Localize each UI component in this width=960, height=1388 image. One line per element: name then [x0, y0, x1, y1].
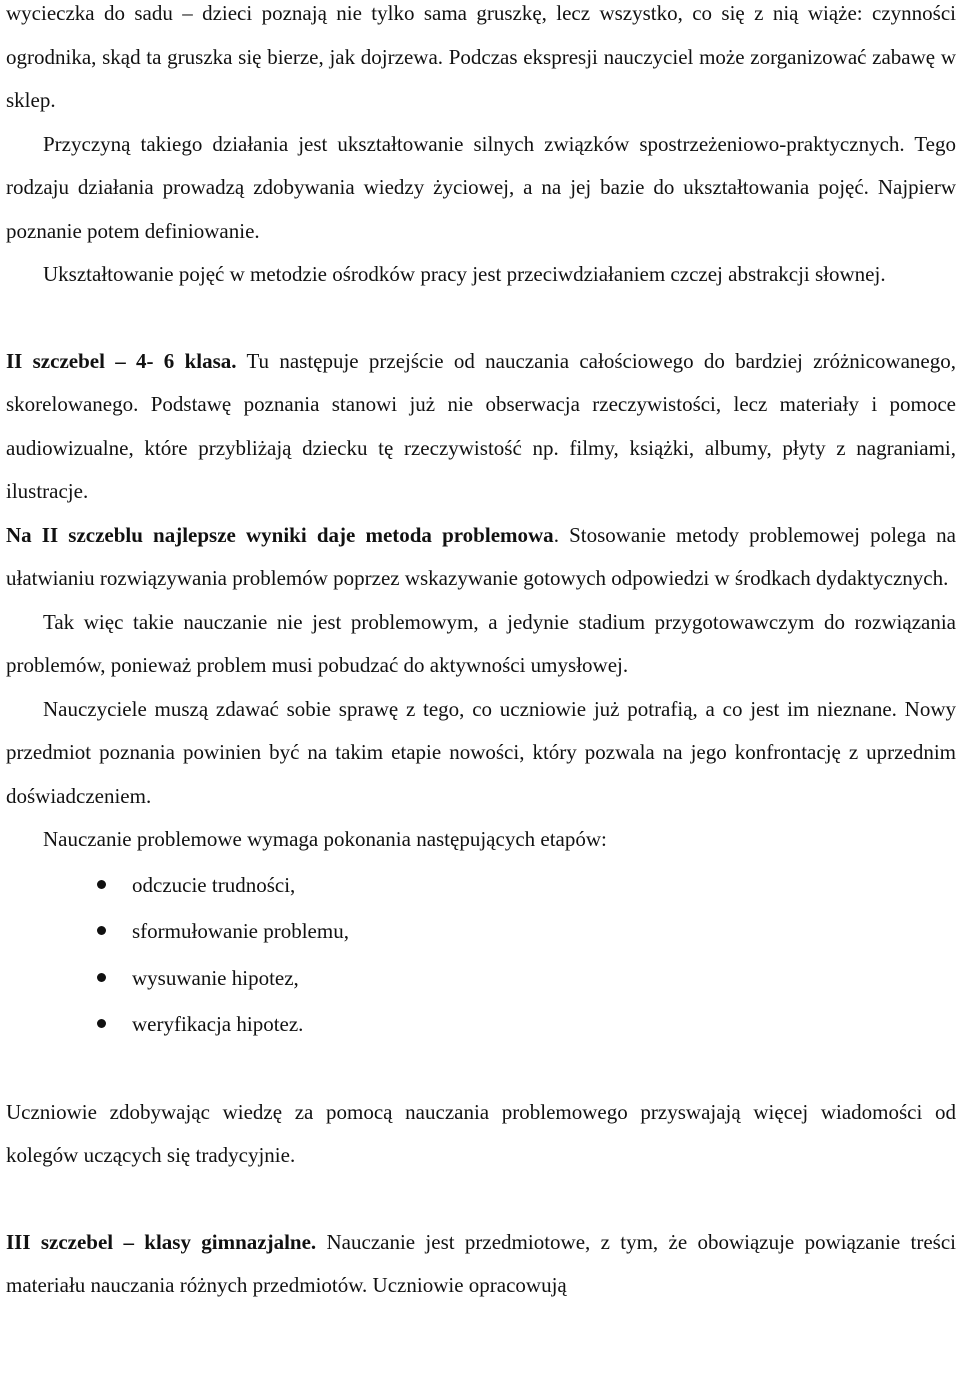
paragraph-level-three [6, 1221, 956, 1308]
paragraph-students-knowledge [6, 1091, 956, 1178]
paragraph-perception-links [6, 123, 956, 254]
paragraph-text: . Stosowanie metody problemowej polega na ułatwianiu rozwiązywania problemów poprzez wskazywanie gotowych odpowiedzi w środkach dydaktycznych. [6, 522, 957, 590]
paragraph-stages-intro [6, 818, 956, 862]
paragraph-text: Uczniowie zdobywając wiedzę za pomocą nauczania problemowego przyswajają więcej wiadomości od kolegów uczących się tradycyjnie. [6, 1099, 956, 1167]
section-heading-level-two: II szczebel – 4- 6 klasa. [6, 348, 237, 373]
list-item: weryfikacja hipotez. [6, 1001, 956, 1048]
stages-list [6, 862, 956, 1048]
paragraph-text: Tak więc takie nauczanie nie jest problemowym, a jedynie stadium przygotowawczym do rozwiązania problemów, ponieważ problem musi pobudzać do aktywności umysłowej. [6, 609, 956, 677]
paragraph-text: Przyczyną takiego działania jest ukształtowanie silnych związków spostrzeżeniowo-praktycznych. Tego rodzaju działania prowadzą zdobywania wiedzy życiowej, a na jej bazie do ukształtowania pojęć. Najpierw poznanie potem definiowanie. [6, 131, 956, 243]
paragraph-level-two [6, 340, 956, 514]
paragraph-problem-method [6, 514, 956, 601]
paragraph-preparatory-stage [6, 601, 956, 688]
paragraph-teachers-awareness [6, 688, 956, 819]
list-item: sformułowanie problemu, [6, 908, 956, 955]
paragraph-text: Nauczanie jest przedmiotowe, z tym, że obowiązuje powiązanie treści materiału nauczania różnych przedmiotów. Uczniowie opracowują [6, 1229, 956, 1297]
paragraph-text: wycieczka do sadu – dzieci poznają nie tylko sama gruszkę, lecz wszystko, co się z nią wiąże: czynności ogrodnika, skąd ta gruszka się bierze, jak dojrzewa. Podczas ekspresji nauczyciel może zorganizować zabawę w sklep. [6, 1, 956, 112]
paragraph-text: Ukształtowanie pojęć w metodzie ośrodków pracy jest przeciwdziałaniem czczej abstrakcji słownej. [43, 262, 886, 286]
paragraph-text: Nauczanie problemowe wymaga pokonania następujących etapów: [43, 827, 607, 851]
paragraph-sad-trip [6, 0, 956, 123]
list-item: wysuwanie hipotez, [6, 955, 956, 1002]
list-item: odczucie trudności, [6, 862, 956, 909]
section-heading-level-three: III szczebel – klasy gimnazjalne. [6, 1229, 317, 1254]
paragraph-text: Tu następuje przejście od nauczania całościowego do bardziej zróżnicowanego, skorelowanego. Podstawę poznania stanowi już nie obserwacja rzeczywistości, lecz materiały i pomoce audiowizualne, które przybliżają dziecku tę rzeczywistość np. filmy, książki, albumy, płyty z nagraniami, ilustracje. [6, 348, 956, 503]
paragraph-text: Nauczyciele muszą zdawać sobie sprawę z tego, co uczniowie już potrafią, a co jest im nieznane. Nowy przedmiot poznania powinien być na takim etapie nowości, który pozwala na jego konfrontację z uprzednim doświadczeniem. [6, 696, 956, 808]
highlight-problem-method: Na II szczeblu najlepsze wyniki daje metoda problemowa [6, 522, 554, 547]
paragraph-concepts [6, 253, 956, 297]
